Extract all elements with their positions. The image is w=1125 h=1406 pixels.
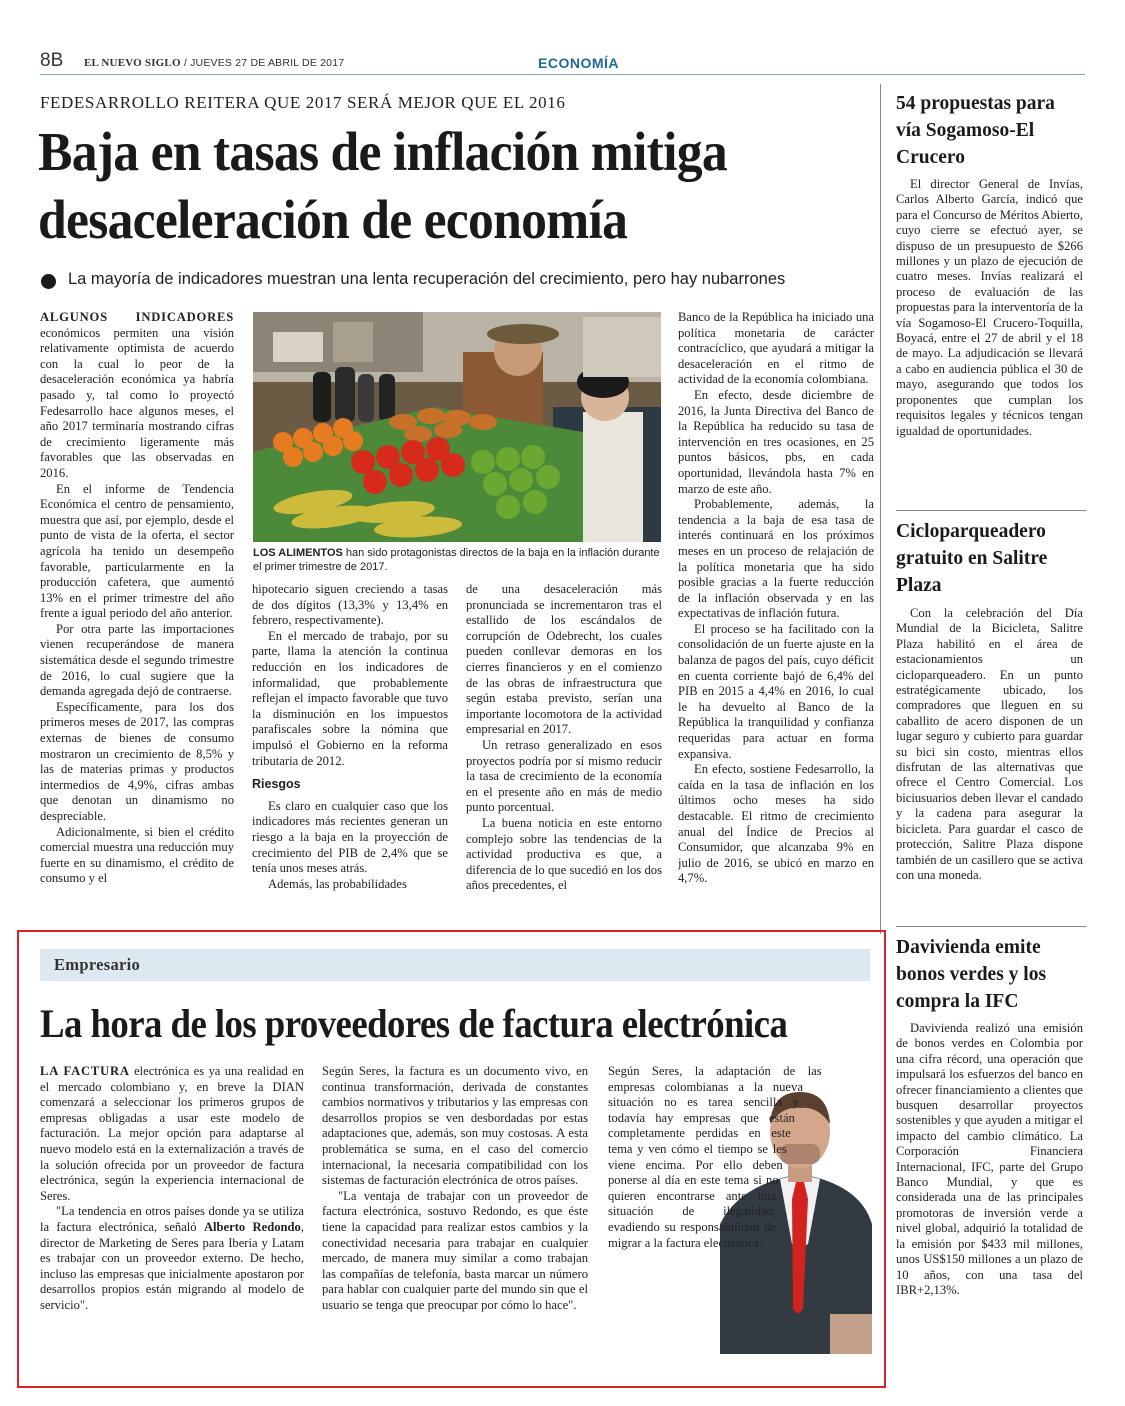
paragraph: Específicamente, para los dos primeros meses de 2017, las compras externas de bienes de consumo mostraron un crecimiento de 8,5% y las de materias primas y productos intermedios de 4,9%, cifras ambas que denotan un dinamismo no despreciable. — [40, 699, 234, 823]
sidebar-headline-davivienda: Davivienda emite bonos verdes y los compra la IFC — [896, 937, 1047, 1012]
lead-in: ALGUNOS INDICADORES — [40, 310, 234, 324]
sidebar-divider — [880, 84, 881, 934]
sidebar-body-cicloparqueadero: Con la celebración del Día Mundial de la Bicicleta, Salitre Plaza habilitó en el área de estacionamientos un cicloparqueadero. En un punto estratégicamente ubicado, los compradores que lleguen en su caballito de acero disponen de un lugar seguro y cubierto para guardar su bici sin costo, mientras ellos disfrutan de las alternativas que ofrece el Centro Comercial. Los biciusuarios deben llevar el candado y la cadena para asegurar la bicicleta. Para guardar el casco de protección, Salitre Plaza dispone también de un casillero que se activa con una moneda. — [896, 606, 1083, 882]
paragraph: hipotecario siguen creciendo a tasas de dos dígitos (13,3% y 13,4% en febrero, respectivamente). — [252, 582, 448, 628]
paragraph: Según Seres, la factura es un documento vivo, en continua transformación, derivada de constantes cambios normativos y tributarios y las empresas con desarrollos propios se ven desbordadas por estas adaptaciones que, además, son muy costosas. A esta problemática se suma, en el caso del comercio internacional, la necesaria compatibilidad con los sistemas de facturación electrónica de otros países. — [322, 1064, 588, 1188]
boxed-article-headline: La hora de los proveedores de factura electrónica — [40, 1001, 788, 1046]
paragraph: LA FACTURA electrónica es ya una realidad en el mercado colombiano y, en breve la DIAN comenzará a seleccionar los primeros grupos de empresas obligadas a usar este modelo de facturación. La mejor opción para adaptarse al nuevo modelo está en la externalización a través de la solución ofrecida por un proveedor de factura electrónica, según la experiencia internacional de Seres. — [40, 1064, 304, 1203]
article-kicker: FEDESARROLLO REITERA QUE 2017 SERÁ MEJOR QUE EL 2016 — [40, 93, 566, 112]
sidebar-rule — [896, 510, 1086, 511]
newspaper-masthead — [84, 57, 344, 69]
tag-bar — [40, 949, 870, 981]
article-headline — [38, 118, 828, 254]
paragraph: La buena noticia en este entorno complejo sobre las tendencias de la actividad productiva es que, a diferencia de lo que sucedió en los dos años precedentes, el — [466, 815, 662, 893]
article-column-3 — [466, 582, 662, 928]
boxed-column-1 — [40, 1064, 304, 1364]
paragraph: Probablemente, además, la tendencia a la baja de esa tasa de interés continuará en los próximos meses en un proceso de relajación de la política monetaria que ha sido posible gracias a la fuerte reducción de la inflación observada y en las expectativas de inflación futura. — [678, 497, 874, 621]
paragraph: En efecto, sostiene Fedesarrollo, la caída en la tasa de inflación en los últimos ocho meses ha sido destacable. El ritmo de crecimiento anual del Índice de Precios al Consumidor, que alcanzaba 9% en julio de 2016, se ubicó en marzo en 4,7%. — [678, 762, 874, 886]
photo-caption: LOS ALIMENTOS han sido protagonistas directos de la baja en la inflación durante el primer trimestre de 2017. — [253, 547, 660, 573]
paragraph: "La ventaja de trabajar con un proveedor de factura electrónica, sostuvo Redondo, es que éste tiene la capacidad para realizar estos cambios y la conectividad necesaria para trabajar en cualquier mercado, de manera muy similar a como trabajan las compañías de telefonía, basta marcar un número para hablar con cualquier parte del mundo sin que el usuario se tenga que preocupar por cómo lo hace". — [322, 1188, 588, 1312]
paragraph: Además, las probabilidades — [268, 876, 407, 891]
header-rule — [40, 74, 1085, 75]
person-name: Alberto Redondo — [203, 1219, 301, 1234]
boxed-column-3 — [608, 1064, 872, 1364]
article-column-4 — [678, 310, 874, 930]
lead-in: LA FACTURA — [40, 1064, 130, 1078]
caption-lead: LOS ALIMENTOS — [253, 547, 343, 559]
page-number: 8B — [40, 50, 64, 71]
issue-date: / JUEVES 27 DE ABRIL DE 2017 — [180, 57, 345, 69]
sidebar-rule — [896, 926, 1086, 927]
paragraph: En el mercado de trabajo, por su parte, llama la atención la continua reducción en los indicadores de informalidad, que probablemente reflejan el impacto favorable que tuvo la disminución en los impuestos parafiscales sobre la nómina que impulsó el Gobierno en la reforma tributaria de 2012. — [252, 628, 448, 768]
sidebar-body-davivienda: Davivienda realizó una emisión de bonos verdes en Colombia por una cifra récord, una operación que impulsará los esfuerzos del banco en ofrecer financiamiento a clientes que busquen desarrollar proyectos sostenibles y que ayuden a mitigar el impacto del cambio climático. La Corporación Financiera Internacional, IFC, parte del Grupo Banco Mundial, y que es considerada una de las principales promotoras de inversión verde a nivel global, adquirió la totalidad de la emisión por $433 mil millones, unos US$150 millones a un plazo de 10 años, con una tasa del IBR+2,13%. — [896, 1021, 1083, 1297]
boxed-column-2 — [322, 1064, 588, 1364]
article-tag: Empresario — [54, 955, 141, 974]
article-subhead: La mayoría de indicadores muestran una lenta recuperación del crecimiento, pero hay nubarrones — [68, 270, 786, 288]
paragraph: Un retraso generalizado en esos proyectos podría por sí mismo reducir la tasa de crecimiento de la economía en el presente año en más de medio punto porcentual. — [466, 737, 662, 815]
section-subhead: Riesgos — [252, 777, 301, 792]
paragraph: Banco de la República ha iniciado una política monetaria de carácter contracíclico, que ayudará a mitigar la desaceleración en el ritmo de actividad de la economía colombiana. — [678, 310, 874, 387]
paragraph: de una desaceleración más pronunciada se incrementaron tras el estallido de los escándalos de corrupción de Odebrecht, los cuales pueden conllevar demoras en los cierres financieros y en el comienzo de las obras de infraestructura que según estaba previsto, serían una importante locomotora de la actividad empresarial en 2017. — [466, 582, 662, 737]
bullet-icon — [41, 274, 56, 289]
paragraph: En el informe de Tendencia Económica el centro de pensamiento, muestra que así, por ejemplo, desde el punto de vista de la oferta, el sector agrícola ha tenido un desempeño favorable, particularmente en la producción cafetera, que aumentó 13% en el primer trimestre del año frente a igual periodo del año anterior. — [40, 481, 234, 621]
paragraph: El proceso se ha facilitado con la consolidación de un fuerte ajuste en la balanza de pagos del país, cuyo déficit en cuenta corriente bajó de 6,4% del PIB en 2015 a 4,4% en 2016, lo cual le ha devuelto al Banco de la República la tranquilidad y confianza requeridas para actuar en forma expansiva. — [678, 621, 874, 761]
market-photo-image — [253, 312, 661, 542]
newspaper-name: EL NUEVO SIGLO — [84, 57, 181, 69]
paragraph: "La tendencia en otros países donde ya se utiliza la factura electrónica, señaló Alberto Redondo, director de Marketing de Seres para Iberia y Latam es trabajar con un proveedor externo. De hecho, incluso las empresas que inicialmente apostaron por desarrollos propios están migrando al modelo de servicio". — [40, 1204, 304, 1312]
paragraph: ALGUNOS INDICADORES económicos permiten una visión relativamente optimista de acuerdo con la cual lo peor de la desaceleración económica ya habría pasado y, tal como lo proyectó Fedesarrollo hace algunos meses, el año 2017 terminaría mostrando cifras de crecimiento ligeramente más favorables que las observadas en 2016. — [40, 310, 234, 480]
sidebar-body-sogamoso: El director General de Invías, Carlos Alberto García, indicó que para el Concurso de Méritos Abierto, cuyo cierre se efectuó ayer, se dispuso de un presupuesto de $266 millones y un plazo de ejecución de cuatro meses. Invías realizará el proceso de evaluación de las propuestas para la interventoría de la vía Sogamoso-El Crucero-Toquilla, Boyacá, entre el 27 de abril y el 18 de mayo. La adjudicación se llevará a cabo en audiencia pública el 30 de mayo, asegurando que todos los proponentes que cumplan los requisitos legales y técnicos tengan igualdad de oportunidades. — [896, 177, 1083, 438]
paragraph: Adicionalmente, si bien el crédito comercial muestra una reducción muy fuerte en su dinamismo, el crédito de consumo y el — [40, 824, 234, 886]
paragraph: Según Seres, la adaptación de las empresas colombianas a la nueva situación no es tarea sencilla y todavía hay empresas que están completamente perdidas en este tema y ven cómo el tiempo se les viene encima. Por ello deben ponerse al día en este tema si no quieren encontrarse ante una situación de ilegalidad, evadiendo su responsabilidad de migrar a la factura electrónica. — [608, 1064, 822, 1250]
paragraph: Es claro en cualquier caso que los indicadores más recientes generan un riesgo a la baja en la proyección de crecimiento del PIB de 2,4% que se tenía unos meses atrás. — [252, 798, 448, 876]
section-label: ECONOMÍA — [538, 55, 619, 71]
headline-line-1: Baja en tasas de inflación mitiga — [38, 121, 727, 182]
paragraph: Por otra parte las importaciones vienen recuperándose de manera sistemática desde el segundo trimestre de 2016, lo cual sugiere que la demanda agregada dejó de contraerse. — [40, 621, 234, 699]
article-column-1 — [40, 310, 234, 930]
sidebar-headline-cicloparqueadero: Cicloparqueadero gratuito en Salitre Plaza — [896, 521, 1048, 596]
paragraph: En efecto, desde diciembre de 2016, la Junta Directiva del Banco de la República ha reducido su tasa de intervención en tres ocasiones, en 25 puntos básicos, pbs, en cada oportunidad, llevándola hasta 7% en marzo de este año. — [678, 387, 874, 496]
headline-line-2: desaceleración de economía — [38, 189, 628, 250]
market-photo — [253, 312, 661, 542]
article-column-2 — [252, 582, 448, 928]
sidebar-headline-sogamoso: 54 propuestas para vía Sogamoso-El Crucero — [896, 93, 1055, 168]
